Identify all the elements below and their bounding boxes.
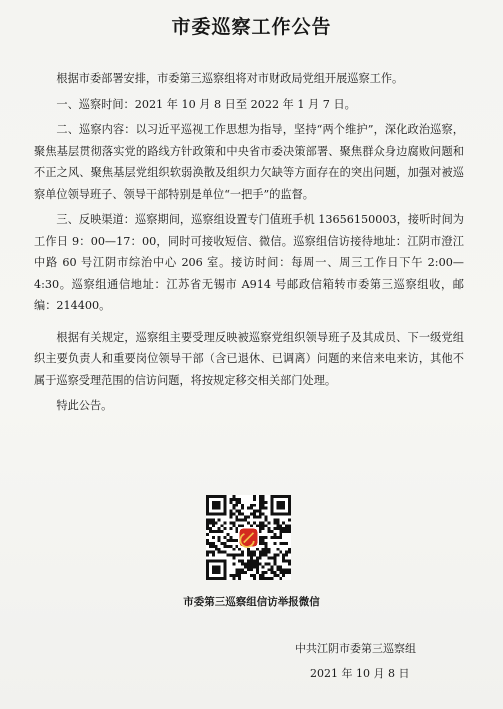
qr-caption: 市委第三巡察组信访举报微信 [183,596,320,608]
regulations-paragraph: 根据有关规定，巡察组主要受理反映被巡察党组织领导班子及其成员、下一级党组织主要负责人和重要岗位领导干部（含已退休、已调离）问题的来信来电来访，其他不属于巡察受理范围的信访问题，将按规定移交相关部门处理。 [34,330,464,387]
contact-channels-paragraph: 三、反映渠道：巡察期间，巡察组设置专门值班手机 13656150003，接听时间为工作日 9：00—17：00，同时可接收短信、微信。巡察组信访接待地址：江阴市澄江中路 60 号江阴市综治中心 206 室。接访时间：每周一、周三工作日下午 2:00—4:30。巡察组通信地址：江苏省无锡市 A914 号邮政信箱转市委第三巡察组收，邮编：214400。 [34,213,464,312]
signature-date: 2021 年 10 月 8 日 [310,667,410,680]
signature-organization: 中共江阴市委第三巡察组 [295,642,416,655]
page-title: 市委巡察工作公告 [171,16,332,38]
wechat-qr-code-icon[interactable] [206,495,291,580]
inspection-period-paragraph: 一、巡察时间：2021 年 10 月 8 日至 2022 年 1 月 7 日。 [56,97,356,111]
notice-body [34,68,464,421]
intro-paragraph: 根据市委部署安排，市委第三巡察组将对市财政局党组开展巡察工作。 [56,72,404,85]
closing-paragraph: 特此公告。 [56,399,113,412]
inspection-content-paragraph: 二、巡察内容：以习近平巡视工作思想为指导，坚持“两个维护”，深化政治巡察，聚焦基层贯彻落实党的路线方针政策和中央省市委决策部署、聚焦群众身边腐败问题和不正之风、聚焦基层党组织软弱涣散及组织力欠缺等方面存在的突出问题，加强对被巡察单位领导班子、领导干部特别是单位“一把手”的监督。 [34,123,464,201]
